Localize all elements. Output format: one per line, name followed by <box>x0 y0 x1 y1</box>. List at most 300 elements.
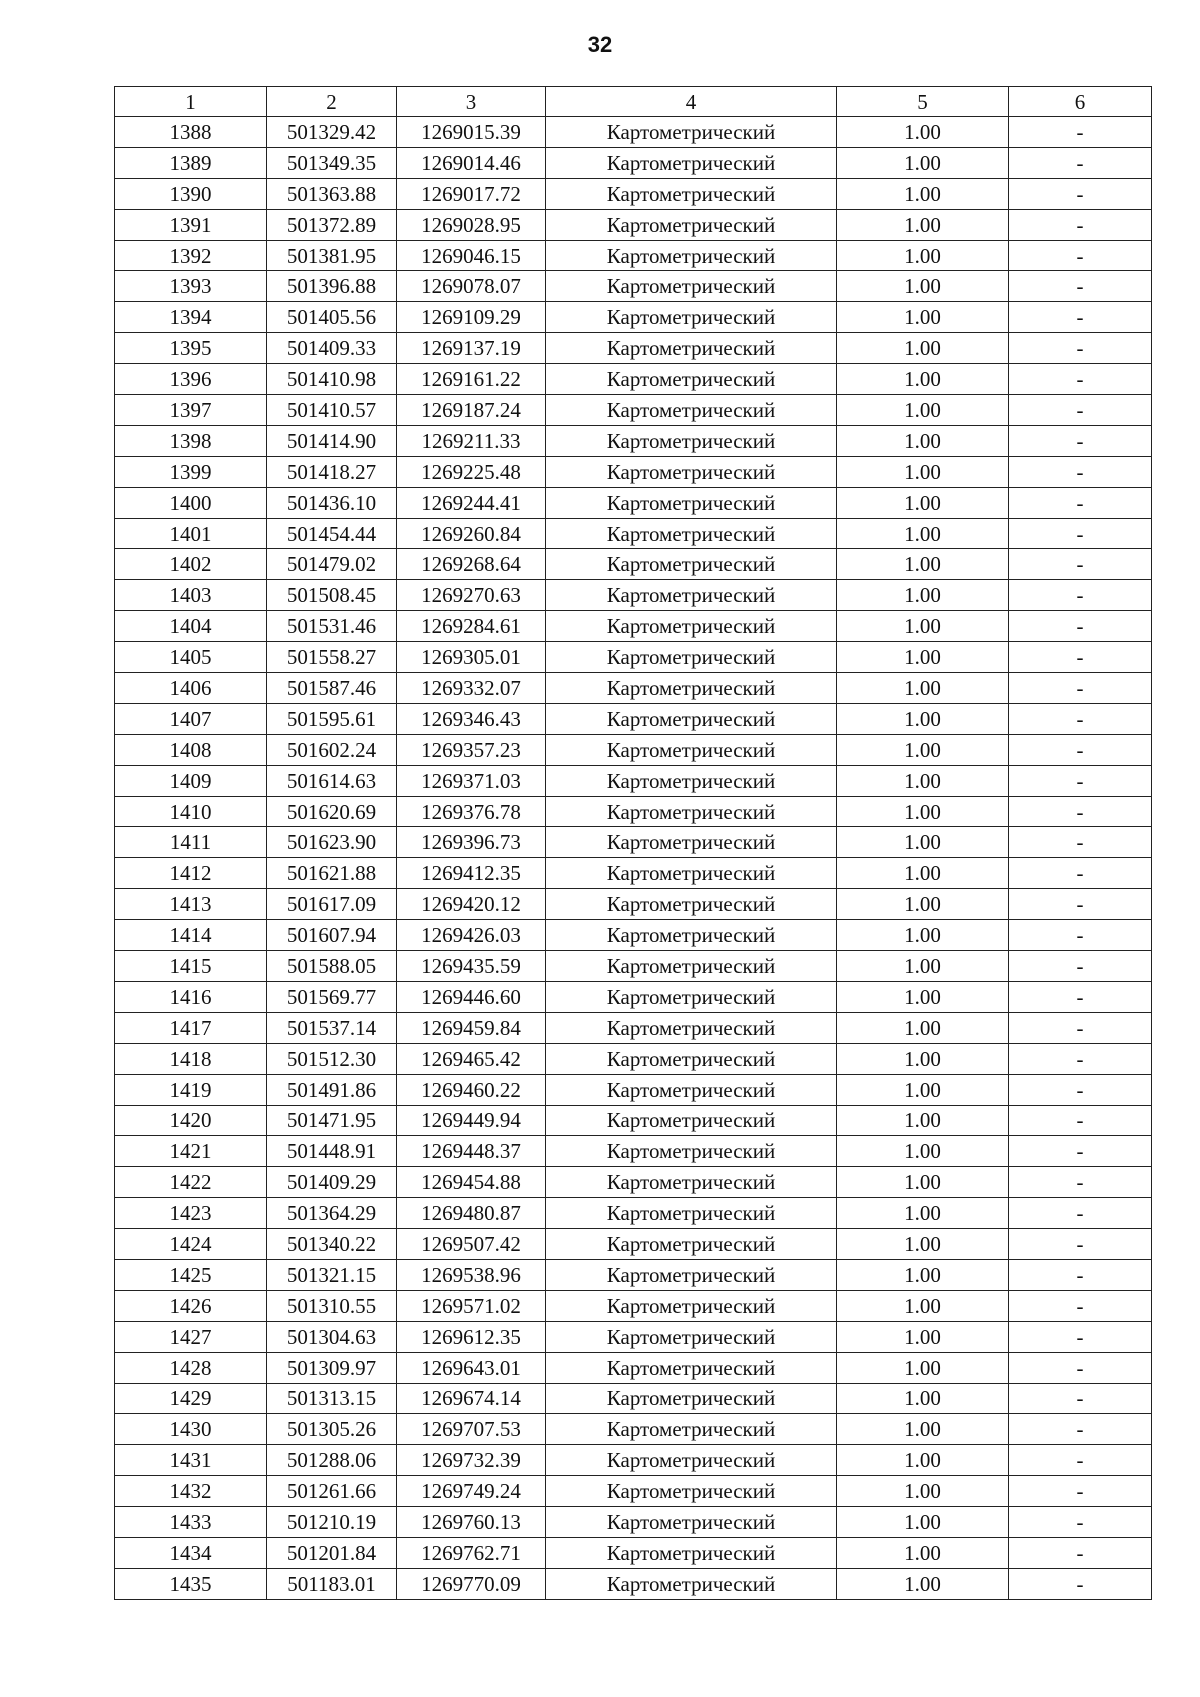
method-cell: Картометрический <box>546 271 837 302</box>
accuracy-cell: 1.00 <box>837 1445 1009 1476</box>
description-cell: - <box>1009 1136 1152 1167</box>
y-coordinate-cell: 1269707.53 <box>397 1414 546 1445</box>
accuracy-cell: 1.00 <box>837 858 1009 889</box>
point-number-cell: 1394 <box>115 302 267 333</box>
table-row <box>115 734 1152 765</box>
y-coordinate-cell: 1269376.78 <box>397 796 546 827</box>
accuracy-cell: 1.00 <box>837 1043 1009 1074</box>
description-cell: - <box>1009 1507 1152 1538</box>
y-coordinate-cell: 1269449.94 <box>397 1105 546 1136</box>
point-number-cell: 1431 <box>115 1445 267 1476</box>
point-number-cell: 1411 <box>115 827 267 858</box>
accuracy-cell: 1.00 <box>837 395 1009 426</box>
x-coordinate-cell: 501261.66 <box>267 1476 397 1507</box>
accuracy-cell: 1.00 <box>837 1352 1009 1383</box>
y-coordinate-cell: 1269346.43 <box>397 703 546 734</box>
description-cell: - <box>1009 1414 1152 1445</box>
x-coordinate-cell: 501595.61 <box>267 703 397 734</box>
x-coordinate-cell: 501617.09 <box>267 889 397 920</box>
point-number-cell: 1424 <box>115 1229 267 1260</box>
y-coordinate-cell: 1269305.01 <box>397 642 546 673</box>
accuracy-cell: 1.00 <box>837 302 1009 333</box>
table-row <box>115 1568 1152 1599</box>
x-coordinate-cell: 501410.57 <box>267 395 397 426</box>
y-coordinate-cell: 1269017.72 <box>397 178 546 209</box>
x-coordinate-cell: 501454.44 <box>267 518 397 549</box>
accuracy-cell: 1.00 <box>837 889 1009 920</box>
accuracy-cell: 1.00 <box>837 1290 1009 1321</box>
method-cell: Картометрический <box>546 178 837 209</box>
x-coordinate-cell: 501512.30 <box>267 1043 397 1074</box>
description-cell: - <box>1009 395 1152 426</box>
x-coordinate-cell: 501364.29 <box>267 1198 397 1229</box>
x-coordinate-cell: 501621.88 <box>267 858 397 889</box>
method-cell: Картометрический <box>546 240 837 271</box>
accuracy-cell: 1.00 <box>837 703 1009 734</box>
description-cell: - <box>1009 209 1152 240</box>
description-cell: - <box>1009 333 1152 364</box>
method-cell: Картометрический <box>546 889 837 920</box>
accuracy-cell: 1.00 <box>837 951 1009 982</box>
column-header-6: 6 <box>1009 87 1152 117</box>
y-coordinate-cell: 1269028.95 <box>397 209 546 240</box>
table-row <box>115 951 1152 982</box>
method-cell: Картометрический <box>546 147 837 178</box>
table-row <box>115 395 1152 426</box>
description-cell: - <box>1009 1352 1152 1383</box>
y-coordinate-cell: 1269480.87 <box>397 1198 546 1229</box>
description-cell: - <box>1009 642 1152 673</box>
table-row <box>115 549 1152 580</box>
point-number-cell: 1413 <box>115 889 267 920</box>
table-row <box>115 1383 1152 1414</box>
accuracy-cell: 1.00 <box>837 240 1009 271</box>
y-coordinate-cell: 1269420.12 <box>397 889 546 920</box>
point-number-cell: 1404 <box>115 611 267 642</box>
x-coordinate-cell: 501588.05 <box>267 951 397 982</box>
x-coordinate-cell: 501491.86 <box>267 1074 397 1105</box>
accuracy-cell: 1.00 <box>837 734 1009 765</box>
accuracy-cell: 1.00 <box>837 1321 1009 1352</box>
accuracy-cell: 1.00 <box>837 827 1009 858</box>
accuracy-cell: 1.00 <box>837 1105 1009 1136</box>
table-row <box>115 889 1152 920</box>
x-coordinate-cell: 501623.90 <box>267 827 397 858</box>
method-cell: Картометрический <box>546 1537 837 1568</box>
table-row <box>115 1352 1152 1383</box>
point-number-cell: 1426 <box>115 1290 267 1321</box>
table-row <box>115 981 1152 1012</box>
description-cell: - <box>1009 1290 1152 1321</box>
method-cell: Картометрический <box>546 1259 837 1290</box>
x-coordinate-cell: 501372.89 <box>267 209 397 240</box>
table-row <box>115 1290 1152 1321</box>
y-coordinate-cell: 1269371.03 <box>397 765 546 796</box>
method-cell: Картометрический <box>546 1568 837 1599</box>
method-cell: Картометрический <box>546 1136 837 1167</box>
x-coordinate-cell: 501448.91 <box>267 1136 397 1167</box>
table-row <box>115 117 1152 148</box>
table-row <box>115 1198 1152 1229</box>
method-cell: Картометрический <box>546 1074 837 1105</box>
x-coordinate-cell: 501602.24 <box>267 734 397 765</box>
x-coordinate-cell: 501313.15 <box>267 1383 397 1414</box>
table-row <box>115 703 1152 734</box>
y-coordinate-cell: 1269357.23 <box>397 734 546 765</box>
y-coordinate-cell: 1269225.48 <box>397 456 546 487</box>
accuracy-cell: 1.00 <box>837 796 1009 827</box>
accuracy-cell: 1.00 <box>837 1568 1009 1599</box>
point-number-cell: 1429 <box>115 1383 267 1414</box>
accuracy-cell: 1.00 <box>837 981 1009 1012</box>
y-coordinate-cell: 1269284.61 <box>397 611 546 642</box>
method-cell: Картометрический <box>546 209 837 240</box>
description-cell: - <box>1009 920 1152 951</box>
x-coordinate-cell: 501349.35 <box>267 147 397 178</box>
method-cell: Картометрический <box>546 487 837 518</box>
method-cell: Картометрический <box>546 611 837 642</box>
x-coordinate-cell: 501436.10 <box>267 487 397 518</box>
point-number-cell: 1393 <box>115 271 267 302</box>
point-number-cell: 1425 <box>115 1259 267 1290</box>
y-coordinate-cell: 1269260.84 <box>397 518 546 549</box>
description-cell: - <box>1009 1229 1152 1260</box>
y-coordinate-cell: 1269760.13 <box>397 1507 546 1538</box>
accuracy-cell: 1.00 <box>837 271 1009 302</box>
accuracy-cell: 1.00 <box>837 1012 1009 1043</box>
method-cell: Картометрический <box>546 1167 837 1198</box>
accuracy-cell: 1.00 <box>837 518 1009 549</box>
accuracy-cell: 1.00 <box>837 1259 1009 1290</box>
table-row <box>115 1167 1152 1198</box>
table-row <box>115 1537 1152 1568</box>
method-cell: Картометрический <box>546 1012 837 1043</box>
point-number-cell: 1405 <box>115 642 267 673</box>
point-number-cell: 1433 <box>115 1507 267 1538</box>
table-header-row <box>115 87 1152 117</box>
table-row <box>115 796 1152 827</box>
point-number-cell: 1418 <box>115 1043 267 1074</box>
y-coordinate-cell: 1269014.46 <box>397 147 546 178</box>
y-coordinate-cell: 1269426.03 <box>397 920 546 951</box>
point-number-cell: 1396 <box>115 364 267 395</box>
y-coordinate-cell: 1269674.14 <box>397 1383 546 1414</box>
point-number-cell: 1420 <box>115 1105 267 1136</box>
method-cell: Картометрический <box>546 302 837 333</box>
description-cell: - <box>1009 1012 1152 1043</box>
description-cell: - <box>1009 1476 1152 1507</box>
description-cell: - <box>1009 425 1152 456</box>
table-row <box>115 1321 1152 1352</box>
description-cell: - <box>1009 1198 1152 1229</box>
description-cell: - <box>1009 827 1152 858</box>
x-coordinate-cell: 501304.63 <box>267 1321 397 1352</box>
description-cell: - <box>1009 1105 1152 1136</box>
x-coordinate-cell: 501418.27 <box>267 456 397 487</box>
point-number-cell: 1407 <box>115 703 267 734</box>
accuracy-cell: 1.00 <box>837 1476 1009 1507</box>
method-cell: Картометрический <box>546 1105 837 1136</box>
x-coordinate-cell: 501305.26 <box>267 1414 397 1445</box>
table-row <box>115 333 1152 364</box>
point-number-cell: 1409 <box>115 765 267 796</box>
y-coordinate-cell: 1269770.09 <box>397 1568 546 1599</box>
description-cell: - <box>1009 1043 1152 1074</box>
method-cell: Картометрический <box>546 1383 837 1414</box>
method-cell: Картометрический <box>546 1290 837 1321</box>
accuracy-cell: 1.00 <box>837 1537 1009 1568</box>
y-coordinate-cell: 1269046.15 <box>397 240 546 271</box>
accuracy-cell: 1.00 <box>837 611 1009 642</box>
point-number-cell: 1412 <box>115 858 267 889</box>
description-cell: - <box>1009 734 1152 765</box>
description-cell: - <box>1009 703 1152 734</box>
accuracy-cell: 1.00 <box>837 765 1009 796</box>
accuracy-cell: 1.00 <box>837 456 1009 487</box>
accuracy-cell: 1.00 <box>837 117 1009 148</box>
x-coordinate-cell: 501614.63 <box>267 765 397 796</box>
y-coordinate-cell: 1269015.39 <box>397 117 546 148</box>
x-coordinate-cell: 501537.14 <box>267 1012 397 1043</box>
x-coordinate-cell: 501329.42 <box>267 117 397 148</box>
point-number-cell: 1430 <box>115 1414 267 1445</box>
description-cell: - <box>1009 1074 1152 1105</box>
description-cell: - <box>1009 240 1152 271</box>
table-row <box>115 1229 1152 1260</box>
method-cell: Картометрический <box>546 796 837 827</box>
method-cell: Картометрический <box>546 395 837 426</box>
table-row <box>115 858 1152 889</box>
accuracy-cell: 1.00 <box>837 1136 1009 1167</box>
x-coordinate-cell: 501558.27 <box>267 642 397 673</box>
point-number-cell: 1395 <box>115 333 267 364</box>
method-cell: Картометрический <box>546 827 837 858</box>
column-header-1: 1 <box>115 87 267 117</box>
point-number-cell: 1388 <box>115 117 267 148</box>
description-cell: - <box>1009 951 1152 982</box>
description-cell: - <box>1009 518 1152 549</box>
x-coordinate-cell: 501414.90 <box>267 425 397 456</box>
description-cell: - <box>1009 889 1152 920</box>
description-cell: - <box>1009 456 1152 487</box>
accuracy-cell: 1.00 <box>837 425 1009 456</box>
accuracy-cell: 1.00 <box>837 920 1009 951</box>
accuracy-cell: 1.00 <box>837 178 1009 209</box>
y-coordinate-cell: 1269332.07 <box>397 673 546 704</box>
description-cell: - <box>1009 147 1152 178</box>
x-coordinate-cell: 501410.98 <box>267 364 397 395</box>
table-row <box>115 1414 1152 1445</box>
accuracy-cell: 1.00 <box>837 1383 1009 1414</box>
x-coordinate-cell: 501409.33 <box>267 333 397 364</box>
column-header-2: 2 <box>267 87 397 117</box>
table-row <box>115 178 1152 209</box>
y-coordinate-cell: 1269732.39 <box>397 1445 546 1476</box>
point-number-cell: 1389 <box>115 147 267 178</box>
y-coordinate-cell: 1269571.02 <box>397 1290 546 1321</box>
y-coordinate-cell: 1269459.84 <box>397 1012 546 1043</box>
x-coordinate-cell: 501396.88 <box>267 271 397 302</box>
x-coordinate-cell: 501201.84 <box>267 1537 397 1568</box>
y-coordinate-cell: 1269078.07 <box>397 271 546 302</box>
y-coordinate-cell: 1269211.33 <box>397 425 546 456</box>
method-cell: Картометрический <box>546 1321 837 1352</box>
description-cell: - <box>1009 981 1152 1012</box>
method-cell: Картометрический <box>546 642 837 673</box>
description-cell: - <box>1009 765 1152 796</box>
table-row <box>115 1476 1152 1507</box>
table-row <box>115 765 1152 796</box>
coordinates-table <box>114 86 1152 1600</box>
point-number-cell: 1406 <box>115 673 267 704</box>
accuracy-cell: 1.00 <box>837 673 1009 704</box>
method-cell: Картометрический <box>546 765 837 796</box>
x-coordinate-cell: 501340.22 <box>267 1229 397 1260</box>
description-cell: - <box>1009 1383 1152 1414</box>
description-cell: - <box>1009 1259 1152 1290</box>
y-coordinate-cell: 1269460.22 <box>397 1074 546 1105</box>
y-coordinate-cell: 1269612.35 <box>397 1321 546 1352</box>
description-cell: - <box>1009 858 1152 889</box>
method-cell: Картометрический <box>546 1352 837 1383</box>
accuracy-cell: 1.00 <box>837 364 1009 395</box>
description-cell: - <box>1009 271 1152 302</box>
table-row <box>115 302 1152 333</box>
x-coordinate-cell: 501183.01 <box>267 1568 397 1599</box>
point-number-cell: 1403 <box>115 580 267 611</box>
point-number-cell: 1419 <box>115 1074 267 1105</box>
column-header-3: 3 <box>397 87 546 117</box>
x-coordinate-cell: 501363.88 <box>267 178 397 209</box>
x-coordinate-cell: 501479.02 <box>267 549 397 580</box>
table-row <box>115 1259 1152 1290</box>
method-cell: Картометрический <box>546 951 837 982</box>
y-coordinate-cell: 1269270.63 <box>397 580 546 611</box>
point-number-cell: 1390 <box>115 178 267 209</box>
point-number-cell: 1392 <box>115 240 267 271</box>
method-cell: Картометрический <box>546 1414 837 1445</box>
x-coordinate-cell: 501310.55 <box>267 1290 397 1321</box>
x-coordinate-cell: 501607.94 <box>267 920 397 951</box>
accuracy-cell: 1.00 <box>837 1167 1009 1198</box>
description-cell: - <box>1009 1568 1152 1599</box>
description-cell: - <box>1009 117 1152 148</box>
table-row <box>115 425 1152 456</box>
table-row <box>115 1445 1152 1476</box>
table-row <box>115 1136 1152 1167</box>
x-coordinate-cell: 501587.46 <box>267 673 397 704</box>
table-row <box>115 1507 1152 1538</box>
method-cell: Картометрический <box>546 1445 837 1476</box>
description-cell: - <box>1009 178 1152 209</box>
description-cell: - <box>1009 673 1152 704</box>
column-header-5: 5 <box>837 87 1009 117</box>
table-row <box>115 271 1152 302</box>
y-coordinate-cell: 1269446.60 <box>397 981 546 1012</box>
point-number-cell: 1410 <box>115 796 267 827</box>
y-coordinate-cell: 1269448.37 <box>397 1136 546 1167</box>
table-row <box>115 1074 1152 1105</box>
x-coordinate-cell: 501508.45 <box>267 580 397 611</box>
method-cell: Картометрический <box>546 920 837 951</box>
method-cell: Картометрический <box>546 858 837 889</box>
description-cell: - <box>1009 487 1152 518</box>
point-number-cell: 1417 <box>115 1012 267 1043</box>
method-cell: Картометрический <box>546 1476 837 1507</box>
table-row <box>115 1043 1152 1074</box>
table-row <box>115 673 1152 704</box>
table-row <box>115 1012 1152 1043</box>
point-number-cell: 1399 <box>115 456 267 487</box>
y-coordinate-cell: 1269412.35 <box>397 858 546 889</box>
y-coordinate-cell: 1269109.29 <box>397 302 546 333</box>
accuracy-cell: 1.00 <box>837 1507 1009 1538</box>
x-coordinate-cell: 501409.29 <box>267 1167 397 1198</box>
point-number-cell: 1391 <box>115 209 267 240</box>
accuracy-cell: 1.00 <box>837 1074 1009 1105</box>
table-row <box>115 240 1152 271</box>
accuracy-cell: 1.00 <box>837 549 1009 580</box>
method-cell: Картометрический <box>546 673 837 704</box>
method-cell: Картометрический <box>546 734 837 765</box>
table-row <box>115 827 1152 858</box>
point-number-cell: 1421 <box>115 1136 267 1167</box>
y-coordinate-cell: 1269643.01 <box>397 1352 546 1383</box>
table-row <box>115 920 1152 951</box>
method-cell: Картометрический <box>546 333 837 364</box>
point-number-cell: 1416 <box>115 981 267 1012</box>
point-number-cell: 1400 <box>115 487 267 518</box>
method-cell: Картометрический <box>546 117 837 148</box>
description-cell: - <box>1009 1167 1152 1198</box>
method-cell: Картометрический <box>546 425 837 456</box>
y-coordinate-cell: 1269454.88 <box>397 1167 546 1198</box>
point-number-cell: 1408 <box>115 734 267 765</box>
y-coordinate-cell: 1269762.71 <box>397 1537 546 1568</box>
table-row <box>115 487 1152 518</box>
table-row <box>115 580 1152 611</box>
accuracy-cell: 1.00 <box>837 1198 1009 1229</box>
description-cell: - <box>1009 549 1152 580</box>
point-number-cell: 1415 <box>115 951 267 982</box>
description-cell: - <box>1009 1321 1152 1352</box>
x-coordinate-cell: 501309.97 <box>267 1352 397 1383</box>
x-coordinate-cell: 501471.95 <box>267 1105 397 1136</box>
point-number-cell: 1428 <box>115 1352 267 1383</box>
point-number-cell: 1423 <box>115 1198 267 1229</box>
y-coordinate-cell: 1269538.96 <box>397 1259 546 1290</box>
method-cell: Картометрический <box>546 981 837 1012</box>
column-header-4: 4 <box>546 87 837 117</box>
table-row <box>115 611 1152 642</box>
description-cell: - <box>1009 302 1152 333</box>
method-cell: Картометрический <box>546 364 837 395</box>
y-coordinate-cell: 1269749.24 <box>397 1476 546 1507</box>
method-cell: Картометрический <box>546 456 837 487</box>
y-coordinate-cell: 1269244.41 <box>397 487 546 518</box>
method-cell: Картометрический <box>546 1507 837 1538</box>
table-row <box>115 456 1152 487</box>
table-body <box>115 87 1152 1600</box>
method-cell: Картометрический <box>546 580 837 611</box>
x-coordinate-cell: 501620.69 <box>267 796 397 827</box>
point-number-cell: 1402 <box>115 549 267 580</box>
point-number-cell: 1432 <box>115 1476 267 1507</box>
description-cell: - <box>1009 1537 1152 1568</box>
x-coordinate-cell: 501405.56 <box>267 302 397 333</box>
page-number: 32 <box>587 32 613 57</box>
description-cell: - <box>1009 796 1152 827</box>
